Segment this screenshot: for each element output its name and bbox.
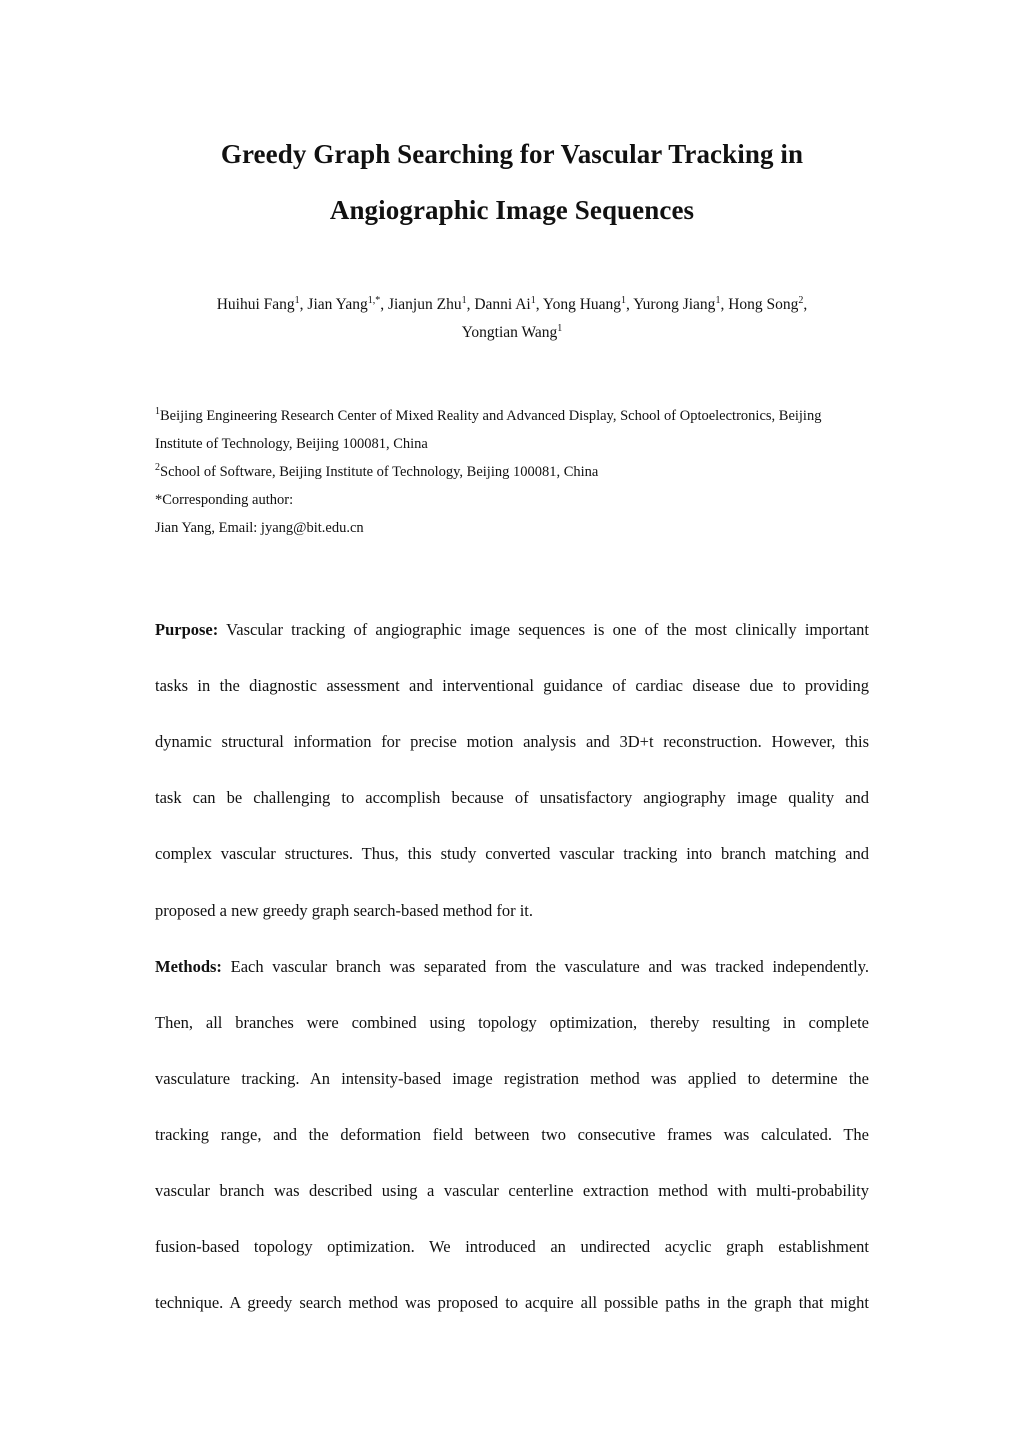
affiliation-1-marker: 1	[155, 406, 160, 418]
author-separator: ,	[720, 296, 729, 313]
line1-author-name: Huihui Fang	[216, 296, 295, 313]
purpose-text: dynamic structural information for precise motion analysis and 3D+t reconstruction. However, this	[155, 732, 869, 751]
author-separator: ,	[380, 296, 388, 313]
corresponding-author-label: *Corresponding author:	[155, 492, 294, 508]
affiliation-1-line-2: Institute of Technology, Beijing 100081, China	[155, 436, 428, 452]
purpose-line	[155, 787, 869, 809]
methods-line	[155, 1180, 869, 1202]
affiliation-1-text: Beijing Engineering Research Center of Mixed Reality and Advanced Display, School of Optoelectronics, Beijing	[160, 408, 822, 424]
line2-author-name: Yongtian Wang	[461, 324, 558, 341]
line1-author-affiliation-marker: 1	[530, 294, 536, 306]
paper-title-line-2: Angiographic Image Sequences	[329, 195, 695, 225]
line1-author-affiliation-marker: 1	[621, 294, 627, 306]
methods-text: vascular branch was described using a vascular centerline extraction method with multi-probability	[155, 1181, 869, 1200]
author-separator: ,	[299, 296, 308, 313]
author-separator: ,	[626, 296, 634, 313]
purpose-text: proposed a new greedy graph search-based method for it.	[155, 901, 533, 920]
methods-line	[155, 1012, 869, 1034]
author-separator: ,	[535, 296, 543, 313]
affiliation-1-line-1	[155, 408, 821, 425]
line1-author-affiliation-marker: 1	[294, 294, 300, 306]
line1-author-affiliation-marker: 1	[715, 294, 721, 306]
line1-author-affiliation-marker: 1	[461, 294, 467, 306]
line1-author-name: Jianjun Zhu	[387, 296, 462, 313]
line1-author-affiliation-marker: 1,*	[367, 294, 381, 306]
corresponding-author-email: Jian Yang, Email: jyang@bit.edu.cn	[155, 520, 364, 536]
affiliation-2-marker: 2	[155, 462, 160, 474]
methods-text: Then, all branches were combined using topology optimization, thereby resulting in complete	[155, 1013, 869, 1032]
methods-text: technique. A greedy search method was proposed to acquire all possible paths in the graph that might	[155, 1293, 869, 1312]
line1-author-affiliation-marker: 2	[798, 294, 804, 306]
line1-author-name: Yong Huang	[542, 296, 622, 313]
affiliation-2-text: School of Software, Beijing Institute of Technology, Beijing 100081, China	[160, 464, 599, 480]
line1-author-name: Danni Ai	[474, 296, 531, 313]
line1-author-name: Jian Yang	[307, 296, 368, 313]
methods-text: fusion-based topology optimization. We introduced an undirected acyclic graph establishment	[155, 1237, 869, 1256]
line2-author-affiliation-marker: 1	[557, 322, 563, 334]
purpose-line	[155, 731, 869, 753]
purpose-line	[155, 619, 869, 641]
methods-line	[155, 1124, 869, 1146]
author-list-line-2	[0, 324, 1024, 342]
purpose-line	[155, 900, 869, 922]
purpose-text: tasks in the diagnostic assessment and interventional guidance of cardiac disease due to providing	[155, 676, 869, 695]
author-separator: ,	[466, 296, 475, 313]
paper-title-line-1: Greedy Graph Searching for Vascular Tracking in	[220, 139, 804, 169]
purpose-text: complex vascular structures. Thus, this study converted vascular tracking into branch matching and	[155, 844, 869, 863]
methods-text: tracking range, and the deformation field between two consecutive frames was calculated. The	[155, 1125, 869, 1144]
author-list-line-1	[0, 296, 1024, 314]
line1-author-name: Hong Song	[728, 296, 799, 313]
author-separator: ,	[803, 296, 808, 313]
methods-line	[155, 1292, 869, 1314]
methods-text: vasculature tracking. An intensity-based image registration method was applied to determine the	[155, 1069, 869, 1088]
methods-text: Each vascular branch was separated from the vasculature and was tracked independently.	[221, 957, 869, 976]
purpose-line	[155, 675, 869, 697]
purpose-text: task can be challenging to accomplish because of unsatisfactory angiography image quality and	[155, 788, 869, 807]
affiliation-2-line-1	[155, 464, 598, 481]
methods-line	[155, 1068, 869, 1090]
line1-author-name: Yurong Jiang	[633, 296, 716, 313]
methods-line	[155, 956, 869, 978]
purpose-text: Vascular tracking of angiographic image sequences is one of the most clinically important	[218, 620, 869, 639]
methods-label: Methods:	[155, 957, 222, 976]
purpose-label: Purpose:	[155, 620, 219, 639]
purpose-line	[155, 843, 869, 865]
methods-line	[155, 1236, 869, 1258]
